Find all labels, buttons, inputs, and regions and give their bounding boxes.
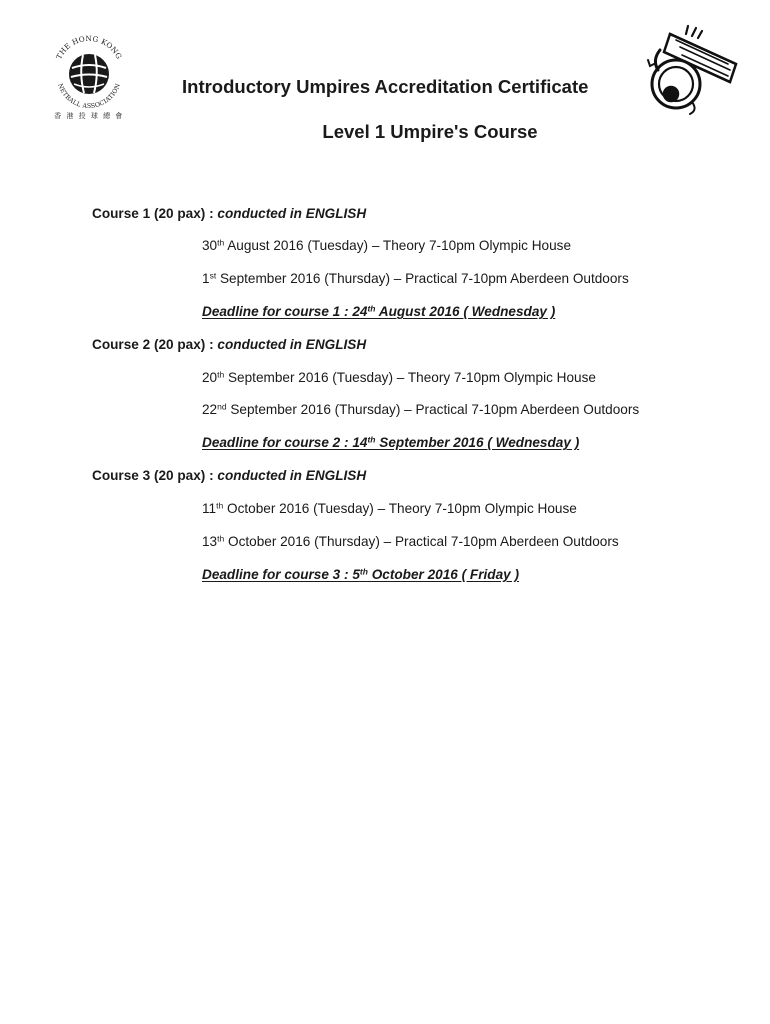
logo-text-bottom: NETBALL ASSOCIATION bbox=[56, 82, 122, 111]
deadline-prefix: Deadline for course 1 : 24 bbox=[202, 304, 368, 319]
session-day-suffix: th bbox=[216, 500, 224, 511]
deadline-prefix: Deadline for course 3 : 5 bbox=[202, 567, 360, 582]
logo-chinese-name: 香 港 投 球 總 會 bbox=[54, 112, 124, 120]
course-session bbox=[202, 238, 571, 253]
course-deadline bbox=[202, 567, 519, 582]
deadline-date: October 2016 ( Friday ) bbox=[367, 567, 520, 582]
session-day-suffix: th bbox=[217, 237, 225, 248]
course-session bbox=[202, 501, 577, 516]
course-session bbox=[202, 534, 619, 549]
session-day-suffix: th bbox=[217, 369, 225, 380]
association-logo bbox=[50, 30, 128, 126]
logo-text-top: THE HONG KONG bbox=[54, 33, 124, 61]
session-day-suffix: nd bbox=[217, 401, 227, 412]
course-deadline bbox=[202, 304, 555, 319]
session-details: October 2016 (Tuesday) – Theory 7-10pm Olympic House bbox=[223, 501, 577, 516]
whistle-icon bbox=[646, 20, 748, 120]
session-day: 30 bbox=[202, 238, 218, 253]
session-day: 1 bbox=[202, 271, 210, 286]
course-label: Course 2 (20 pax) : bbox=[92, 337, 218, 352]
course-session bbox=[202, 370, 596, 385]
deadline-suffix: th bbox=[359, 566, 368, 577]
session-details: September 2016 (Thursday) – Practical 7-10pm Aberdeen Outdoors bbox=[216, 271, 629, 286]
document-subtitle: Level 1 Umpire's Course bbox=[322, 121, 538, 142]
course-heading bbox=[92, 468, 366, 483]
course-language: conducted in ENGLISH bbox=[217, 206, 367, 221]
course-session bbox=[202, 402, 639, 417]
session-details: September 2016 (Thursday) – Practical 7-10pm Aberdeen Outdoors bbox=[226, 402, 640, 417]
course-heading bbox=[92, 337, 366, 352]
course-language: conducted in ENGLISH bbox=[217, 337, 367, 352]
course-label: Course 1 (20 pax) : bbox=[92, 206, 218, 221]
session-day: 11 bbox=[202, 501, 217, 516]
course-label: Course 3 (20 pax) : bbox=[92, 468, 218, 483]
session-details: August 2016 (Tuesday) – Theory 7-10pm Olympic House bbox=[224, 238, 572, 253]
session-day: 13 bbox=[202, 534, 218, 549]
document-title: Introductory Umpires Accreditation Certificate bbox=[182, 76, 589, 97]
session-day-suffix: th bbox=[217, 533, 225, 544]
course-session bbox=[202, 271, 629, 286]
deadline-prefix: Deadline for course 2 : 14 bbox=[202, 435, 368, 450]
session-day: 22 bbox=[202, 402, 218, 417]
session-day-suffix: st bbox=[209, 270, 217, 281]
deadline-date: September 2016 ( Wednesday ) bbox=[375, 435, 580, 450]
session-details: October 2016 (Thursday) – Practical 7-10pm Aberdeen Outdoors bbox=[224, 534, 619, 549]
course-heading bbox=[92, 206, 366, 221]
netball-icon bbox=[69, 54, 109, 94]
session-day: 20 bbox=[202, 370, 218, 385]
session-details: September 2016 (Tuesday) – Theory 7-10pm Olympic House bbox=[224, 370, 596, 385]
deadline-date: August 2016 ( Wednesday ) bbox=[375, 304, 556, 319]
course-deadline bbox=[202, 435, 579, 450]
deadline-suffix: th bbox=[367, 434, 376, 445]
course-language: conducted in ENGLISH bbox=[217, 468, 367, 483]
deadline-suffix: th bbox=[367, 303, 376, 314]
